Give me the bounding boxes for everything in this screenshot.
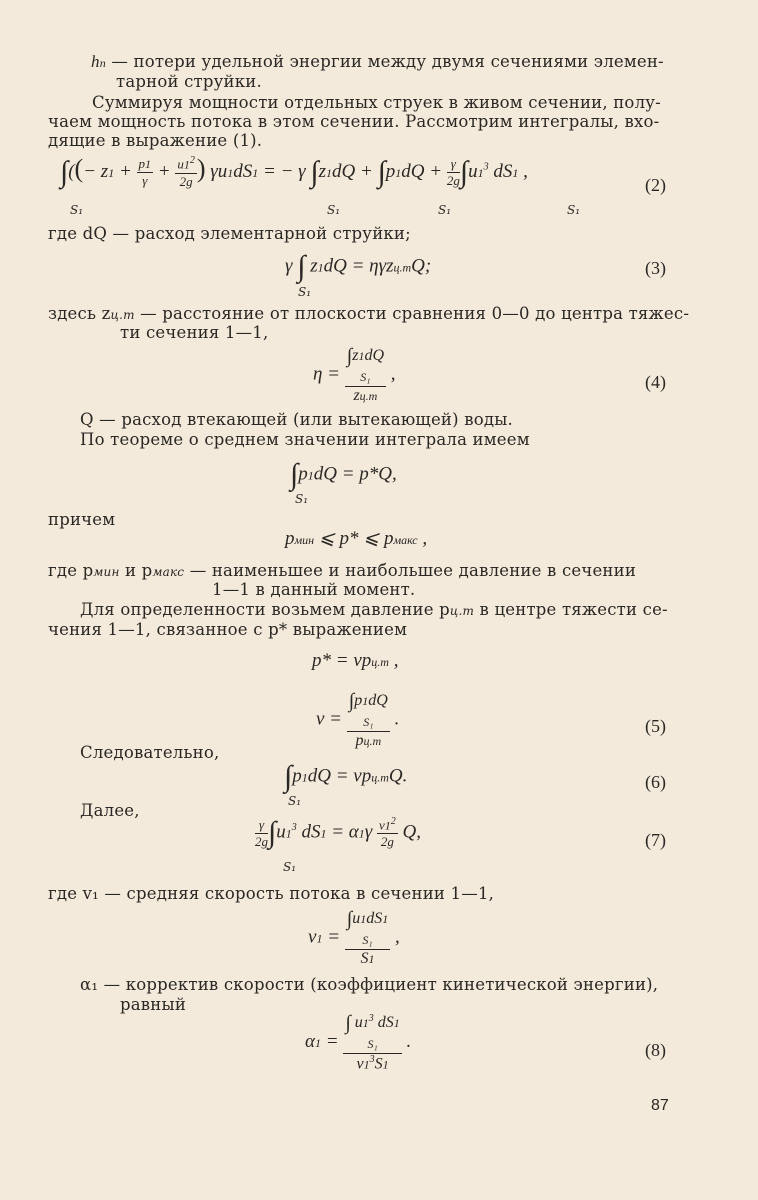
text-line: 1—1 в данный момент.: [212, 580, 416, 599]
equation-8: α1 = ∫ $u1^3$ dS1 S₁ $v1^3S1$ .: [305, 1012, 412, 1073]
integral-limit: S₁: [295, 492, 309, 506]
text-line: тарной струйки.: [116, 72, 262, 91]
text-line: hп — потери удельной энергии между двумя сечениями элемен-: [91, 52, 664, 71]
text-line: ти сечения 1—1,: [120, 323, 269, 342]
text-line: где pмин и pмакс — наименьшее и наибольшее давление в сечении: [48, 561, 637, 580]
integral-limit: S₁: [327, 203, 341, 217]
text-line: Q — расход втекающей (или вытекающей) воды.: [80, 410, 513, 429]
equation-number: (8): [645, 1040, 666, 1060]
equation-p-star: p* = νpц.т ,: [312, 650, 399, 671]
para-text: — потери удельной энергии между двумя сечениями элемен-: [111, 52, 664, 71]
equation-number: (4): [645, 372, 666, 392]
para-text: в центре тяжести се-: [479, 600, 668, 619]
equation-number: (7): [645, 830, 666, 850]
text-line: α₁ — корректив скорости (коэффициент кинетической энергии),: [80, 975, 659, 994]
text-line: здесь zц.т — расстояние от плоскости сравнения 0—0 до центра тяжес-: [48, 304, 690, 323]
equation-number: (3): [645, 258, 666, 278]
para-text: — расстояние от плоскости сравнения 0—0 до центра тяжес-: [140, 304, 690, 323]
text-line: По теореме о среднем значении интеграла имеем: [80, 430, 530, 449]
text-line: равный: [120, 995, 187, 1014]
text-line: Следовательно,: [80, 743, 220, 762]
integral-limit: S₁: [70, 203, 84, 217]
equation-number: (6): [645, 772, 666, 792]
equation-3: γ ∫ z1dQ = ηγzц.тQ;: [285, 250, 432, 283]
para-text: — наименьшее и наибольшее давление в сечении: [189, 561, 637, 580]
equation-mean: ∫p1dQ = p*Q,: [290, 458, 397, 491]
text-line: где v₁ — средняя скорость потока в сечении 1—1,: [48, 884, 495, 903]
text-line: чения 1—1, связанное с p* выражением: [48, 620, 408, 639]
equation-6: ∫p1dQ = νpц.тQ.: [284, 760, 408, 793]
equation-number: (5): [645, 716, 666, 736]
integral-limit: S₁: [283, 860, 297, 874]
text-line: дящие в выражение (1).: [48, 131, 263, 150]
equation-5: ν = ∫p1dQ S₁ pц.т .: [316, 690, 400, 749]
integral-limit: S₁: [567, 203, 581, 217]
text-line: Суммируя мощности отдельных струек в живом сечении, полу-: [92, 93, 661, 112]
para-text: здесь z: [48, 304, 111, 323]
text-line: Далее,: [80, 801, 140, 820]
equation-7: $\frac{\gamma}{2g}$ $\int u1^3$ dS1 = α1γ $\frac{v1^2}{2g}$ Q,: [255, 816, 422, 850]
para-text: Для определенности возьмем давление p: [80, 600, 450, 619]
equation-number: (2): [645, 175, 666, 195]
equation-v1: v1 = ∫u1dS1 S₁ S1 ,: [308, 908, 400, 967]
para-text: где p: [48, 561, 94, 580]
integral-limit: S₁: [298, 285, 312, 299]
page-number: 87: [651, 1097, 669, 1114]
equation-2: ∫((− z1 + $\frac{p1}{\gamma}$ + $\frac{u1^2}{2g}$ ) γu1dS1 = − γ ∫z1dQ + ∫p1dQ + $\frac{\gamma}{2g}$ $\int u1^3$ dS1 ,: [60, 154, 528, 189]
inequality: pмин ⩽ p* ⩽ pмакс ,: [285, 528, 428, 549]
text-line: Для определенности возьмем давление pц.т в центре тяжести се-: [80, 600, 668, 619]
text-line: чаем мощность потока в этом сечении. Рассмотрим интегралы, вхо-: [48, 112, 660, 131]
text-line: где dQ — расход элементарной струйки;: [48, 224, 411, 243]
integral-limit: S₁: [438, 203, 452, 217]
integral-limit: S₁: [288, 794, 302, 808]
text-line: причем: [48, 510, 116, 529]
para-text: и p: [125, 561, 153, 580]
equation-4: η = ∫z1dQ S₁ zц.т ,: [313, 345, 396, 404]
